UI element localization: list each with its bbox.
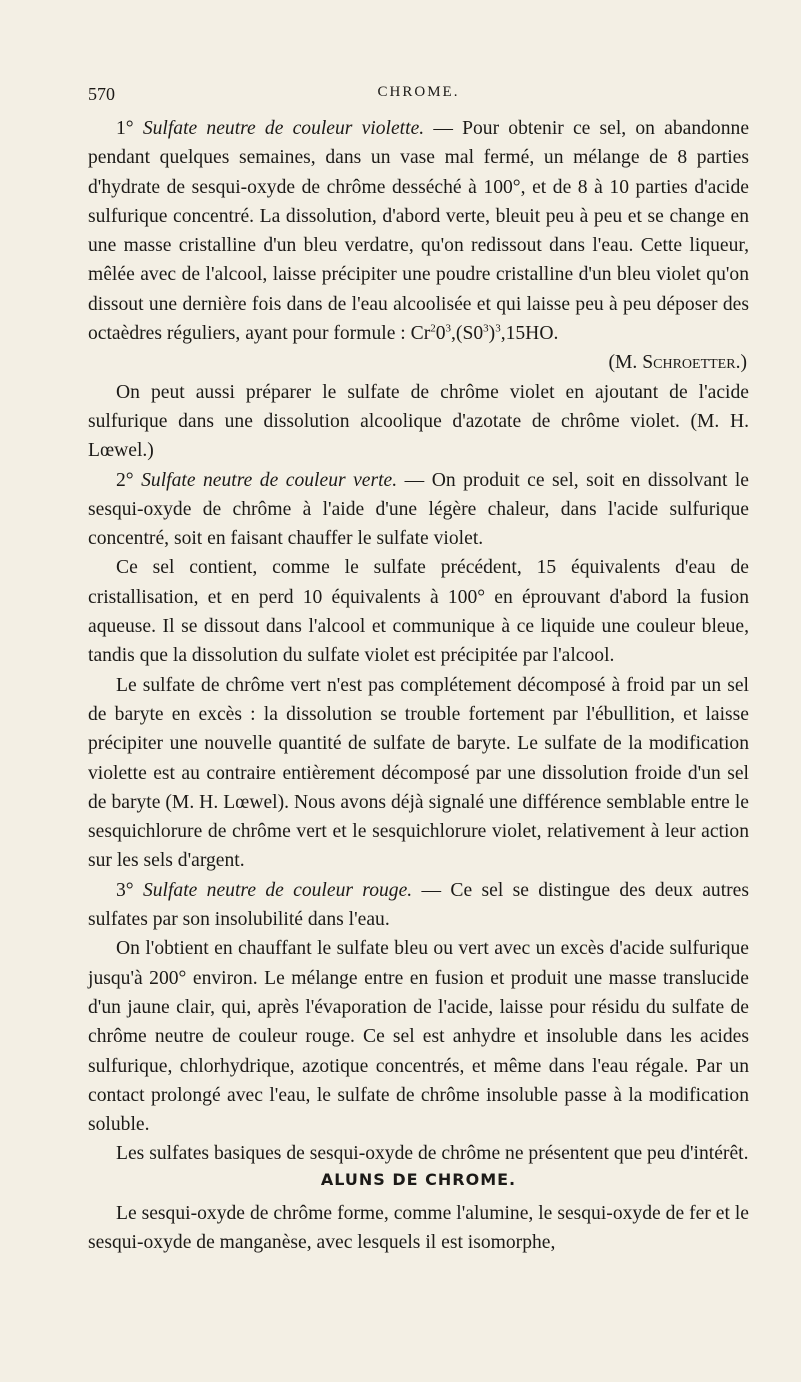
paragraph-basic-sulfates: Les sulfates basiques de sesqui-oxyde de chrôme ne présentent que peu d'intérêt. — [116, 1143, 749, 1165]
item-number: 3° — [116, 879, 143, 901]
paragraph-violet-sulfate — [88, 114, 749, 348]
paragraph-text: — On produit ce sel, soit en dissolvant le sesqui-oxyde de chrôme à l'aide d'une légère chaleur, dans l'acide sulfurique concentré, soit en faisant chauffer le sulfate violet. — [88, 469, 750, 550]
item-number: 1° — [116, 118, 143, 139]
paragraph-text: — Ce sel se distingue des deux autres sulfates par son insolubilité dans l'eau. — [88, 879, 750, 931]
paragraph-red-sulfate — [88, 876, 749, 935]
paragraph-text: — Pour obtenir ce sel, on abandonne pendant quelques semaines, dans un vase mal fermé, un mélange de 8 parties d'hydrate de sesqui-oxyde de chrôme desséché à 100°, et de 8 à 10 parties d'acide sulfurique concentré. La dissolution, d'abord verte, bleuit peu à peu et se change en une masse cristalline d'un bleu verdatre, qu'on redissout dans l'eau. Cette liqueur, mêlée avec de l'alcool, laisse précipiter une poudre cristalline d'un bleu violet qu'on dissout une dernière fois dans de l'eau alcoolisée et qui laisse peu à peu déposer des octaèdres réguliers, ayant pour formule : — [88, 118, 750, 345]
paragraph-green-sulfate — [88, 466, 749, 554]
chemical-formula: $Cr^20^3,(S0^3)^3,15HO$. — [410, 322, 559, 345]
item-title: Sulfate neutre de couleur rouge. — [142, 879, 413, 901]
item-title: Sulfate neutre de couleur violette. — [142, 118, 425, 139]
paragraph-red-preparation: On l'obtient en chauffant le sulfate bleu ou vert avec un excès d'acide sulfurique jusqu'à 200° environ. Le mélange entre en fusion et produit une masse translucide d'un jaune clair, qui, après l'évaporation de l'acide, laisse pour résidu du sulfate de chrôme neutre de couleur rouge. Ce sel est anhydre et insoluble dans les acides sulfurique, chlorhydrique, azotique concentrés, et même dans l'eau régale. Par un contact prolongé avec l'eau, le sulfate de chrôme insoluble passe à la modification soluble. — [88, 938, 749, 1136]
citation-schroetter: (M. Schroetter.) — [608, 352, 747, 374]
paragraph-alums: Le sesqui-oxyde de chrôme forme, comme l'alumine, le sesqui-oxyde de fer et le sesqui-oxyde de manganèse, avec lesquels il est isomorphe, — [88, 1202, 749, 1253]
paragraph-water-content: Ce sel contient, comme le sulfate précédent, 15 équivalents d'eau de cristallisation, et en perd 10 équivalents à 100° en éprouvant d'abord la fusion aqueuse. Il se dissout dans l'alcool et communique à ce liquide une couleur bleue, tandis que la dissolution du sulfate violet est précipitée par l'alcool. — [88, 557, 749, 667]
body-text — [88, 114, 749, 1257]
section-title: ALUNS DE CHROME. — [320, 1169, 517, 1189]
paragraph-baryte-reaction: Le sulfate de chrôme vert n'est pas complétement décomposé à froid par un sel de baryte en excès : la dissolution se trouble fortement par l'ébullition, et laisse précipiter une nouvelle quantité de sulfate de baryte. Le sulfate de la modification violette est au contraire entièrement décomposé par une dissolution froide d'un sel de baryte (M. H. Lœwel). Nous avons déjà signalé une différence semblable entre le sesquichlorure de chrôme vert et le sesquichlorure violet, relativement à leur action sur les sels d'argent. — [88, 674, 749, 872]
paragraph-alt-preparation: On peut aussi préparer le sulfate de chrôme violet en ajoutant de l'acide sulfurique dans une dissolution alcoolique d'azotate de chrôme violet. (M. H. Lœwel.) — [88, 381, 749, 462]
item-title: Sulfate neutre de couleur verte. — [141, 469, 398, 491]
page-header — [88, 84, 749, 108]
item-number: 2° — [116, 469, 142, 491]
page-number: 570 — [88, 84, 115, 104]
running-head: CHROME. — [377, 84, 460, 100]
